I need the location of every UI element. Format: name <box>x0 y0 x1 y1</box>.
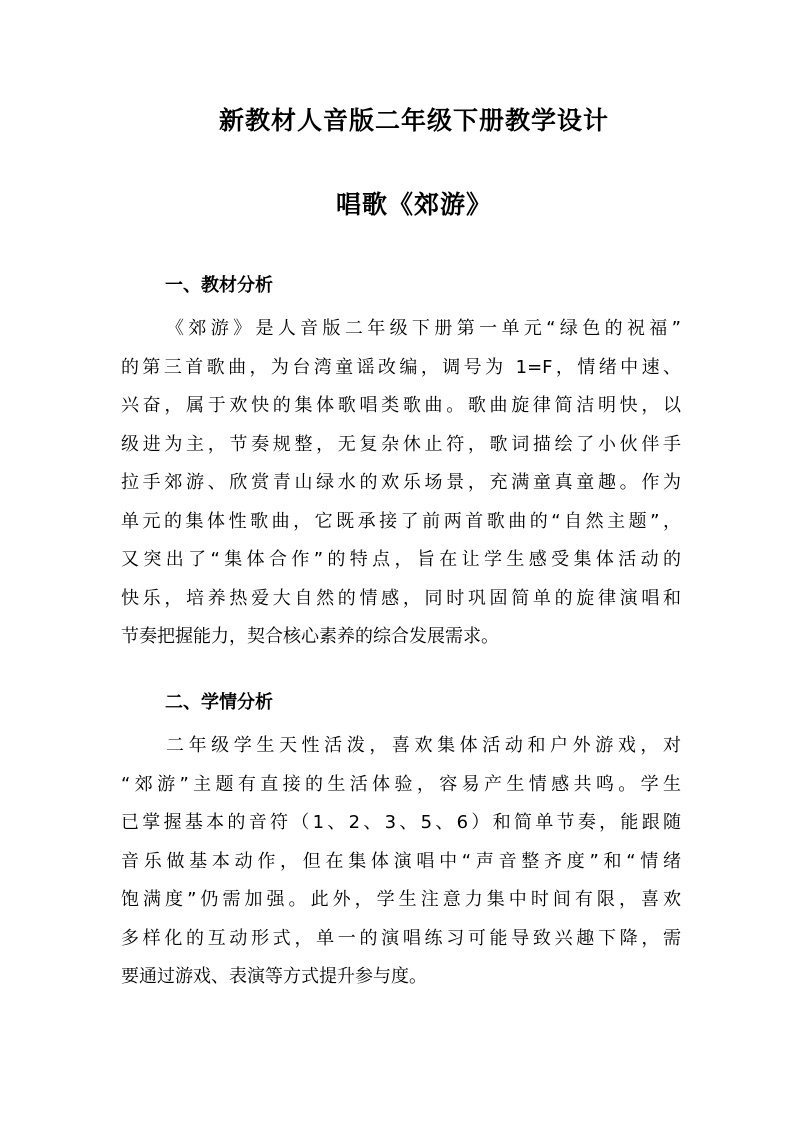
paragraph-line: 要通过游戏、表演等方式提升参与度。 <box>121 966 427 987</box>
paragraph-line: 拉手郊游、欣赏青山绿水的欢乐场景，充满童真童趣。作为 <box>121 472 681 493</box>
paragraph-line: 快乐，培养热爱大自然的情感，同时巩固简单的旋律演唱和 <box>121 587 681 609</box>
section-heading-textbook-analysis: 一、教材分析 <box>165 275 273 296</box>
paragraph-line: 又突出了“集体合作”的特点，旨在让学生感受集体活动的 <box>121 549 681 570</box>
paragraph-line: 单元的集体性歌曲，它既承接了前两首歌曲的“自然主题”， <box>121 510 681 532</box>
paragraph-line: “郊游”主题有直接的生活体验，容易产生情感共鸣。学生 <box>121 773 681 795</box>
paragraph-line: 饱满度”仍需加强。此外，学生注意力集中时间有限，喜欢 <box>121 889 681 910</box>
document-subtitle: 唱歌《郊游》 <box>335 190 492 219</box>
paragraph-line: 兴奋，属于欢快的集体歌唱类歌曲。歌曲旋律简洁明快，以 <box>121 395 681 416</box>
paragraph-line: 《郊游》是人音版二年级下册第一单元“绿色的祝福” <box>166 318 681 339</box>
section-paragraph-learner-analysis <box>121 727 681 997</box>
paragraph-line: 音乐做基本动作，但在集体演唱中“声音整齐度”和“情绪 <box>121 850 681 872</box>
paragraph-line: 的第三首歌曲，为台湾童谣改编，调号为 1=F，情绪中速、 <box>121 356 681 378</box>
section-heading-learner-analysis: 二、学情分析 <box>165 692 273 713</box>
paragraph-line: 已掌握基本的音符（1、2、3、5、6）和简单节奏，能跟随 <box>121 812 681 833</box>
paragraph-line: 多样化的互动形式，单一的演唱练习可能导致兴趣下降，需 <box>121 927 681 949</box>
section-paragraph-textbook-analysis <box>121 310 681 657</box>
paragraph-line: 节奏把握能力，契合核心素养的综合发展需求。 <box>121 626 499 647</box>
paragraph-line: 级进为主，节奏规整，无复杂休止符，歌词描绘了小伙伴手 <box>121 433 681 455</box>
document-title: 新教材人音版二年级下册教学设计 <box>218 106 609 135</box>
paragraph-line: 二年级学生天性活泼，喜欢集体活动和户外游戏，对 <box>166 735 681 756</box>
